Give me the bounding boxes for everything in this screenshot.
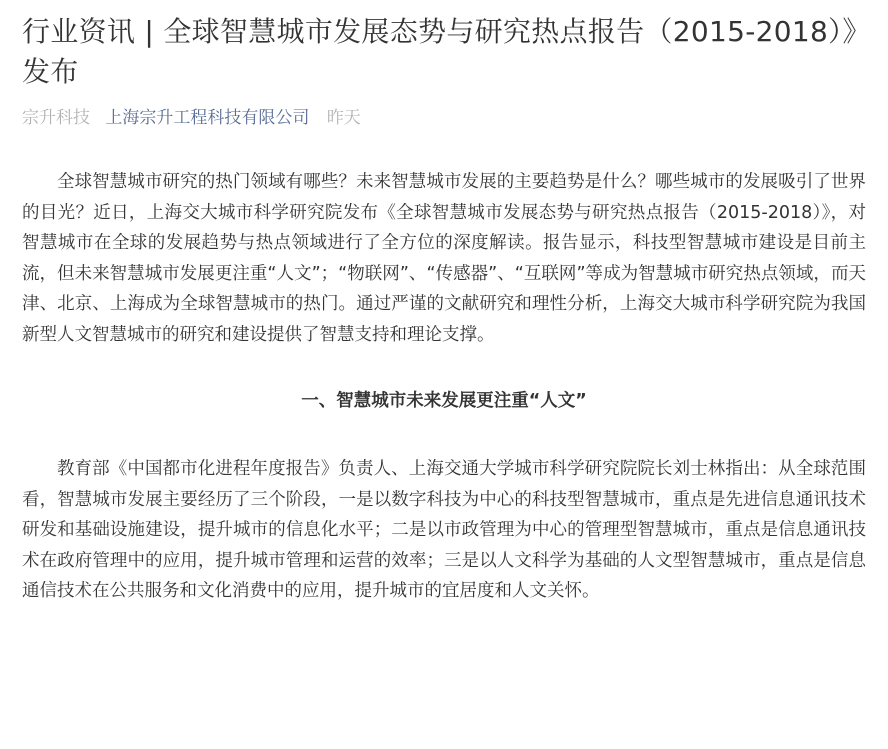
section-heading: 一、智慧城市未来发展更注重“人文”	[301, 391, 587, 411]
author-name: 宗升科技	[22, 108, 90, 128]
article-meta	[22, 106, 866, 130]
account-link[interactable]: 上海宗升工程科技有限公司	[105, 108, 310, 128]
paragraph-body: 教育部《中国都市化进程年度报告》负责人、上海交通大学城市科学研究院院长刘士林指出：从全球范围看，智慧城市发展主要经历了三个阶段，一是以数字科技为中心的科技型智慧城市，重点是先进信息通讯技术研发和基础设施建设，提升城市的信息化水平；二是以市政管理为中心的管理型智慧城市，重点是信息通讯技术在政府管理中的应用，提升城市管理和运营的效率；三是以人文科学为基础的人文型智慧城市，重点是信息通信技术在公共服务和文化消费中的应用，提升城市的宜居度和人文关怀。	[22, 459, 866, 601]
paragraph-intro: 全球智慧城市研究的热门领域有哪些？未来智慧城市发展的主要趋势是什么？哪些城市的发展吸引了世界的目光？近日，上海交大城市科学研究院发布《全球智慧城市发展态势与研究热点报告（2015-2018）》，对智慧城市在全球的发展趋势与热点领域进行了全方位的深度解读。报告显示，科技型智慧城市建设是目前主流，但未来智慧城市发展更注重“人文”；“物联网”、“传感器”、“互联网”等成为智慧城市研究热点领域，而天津、北京、上海成为全球智慧城市的热门。通过严谨的文献研究和理性分析，上海交大城市科学研究院为我国新型人文智慧城市的研究和建设提供了智慧支持和理论支撑。	[22, 172, 866, 345]
article-title: 行业资讯 | 全球智慧城市发展态势与研究热点报告（2015-2018）》发布	[22, 15, 857, 88]
publish-time: 昨天	[326, 108, 361, 128]
